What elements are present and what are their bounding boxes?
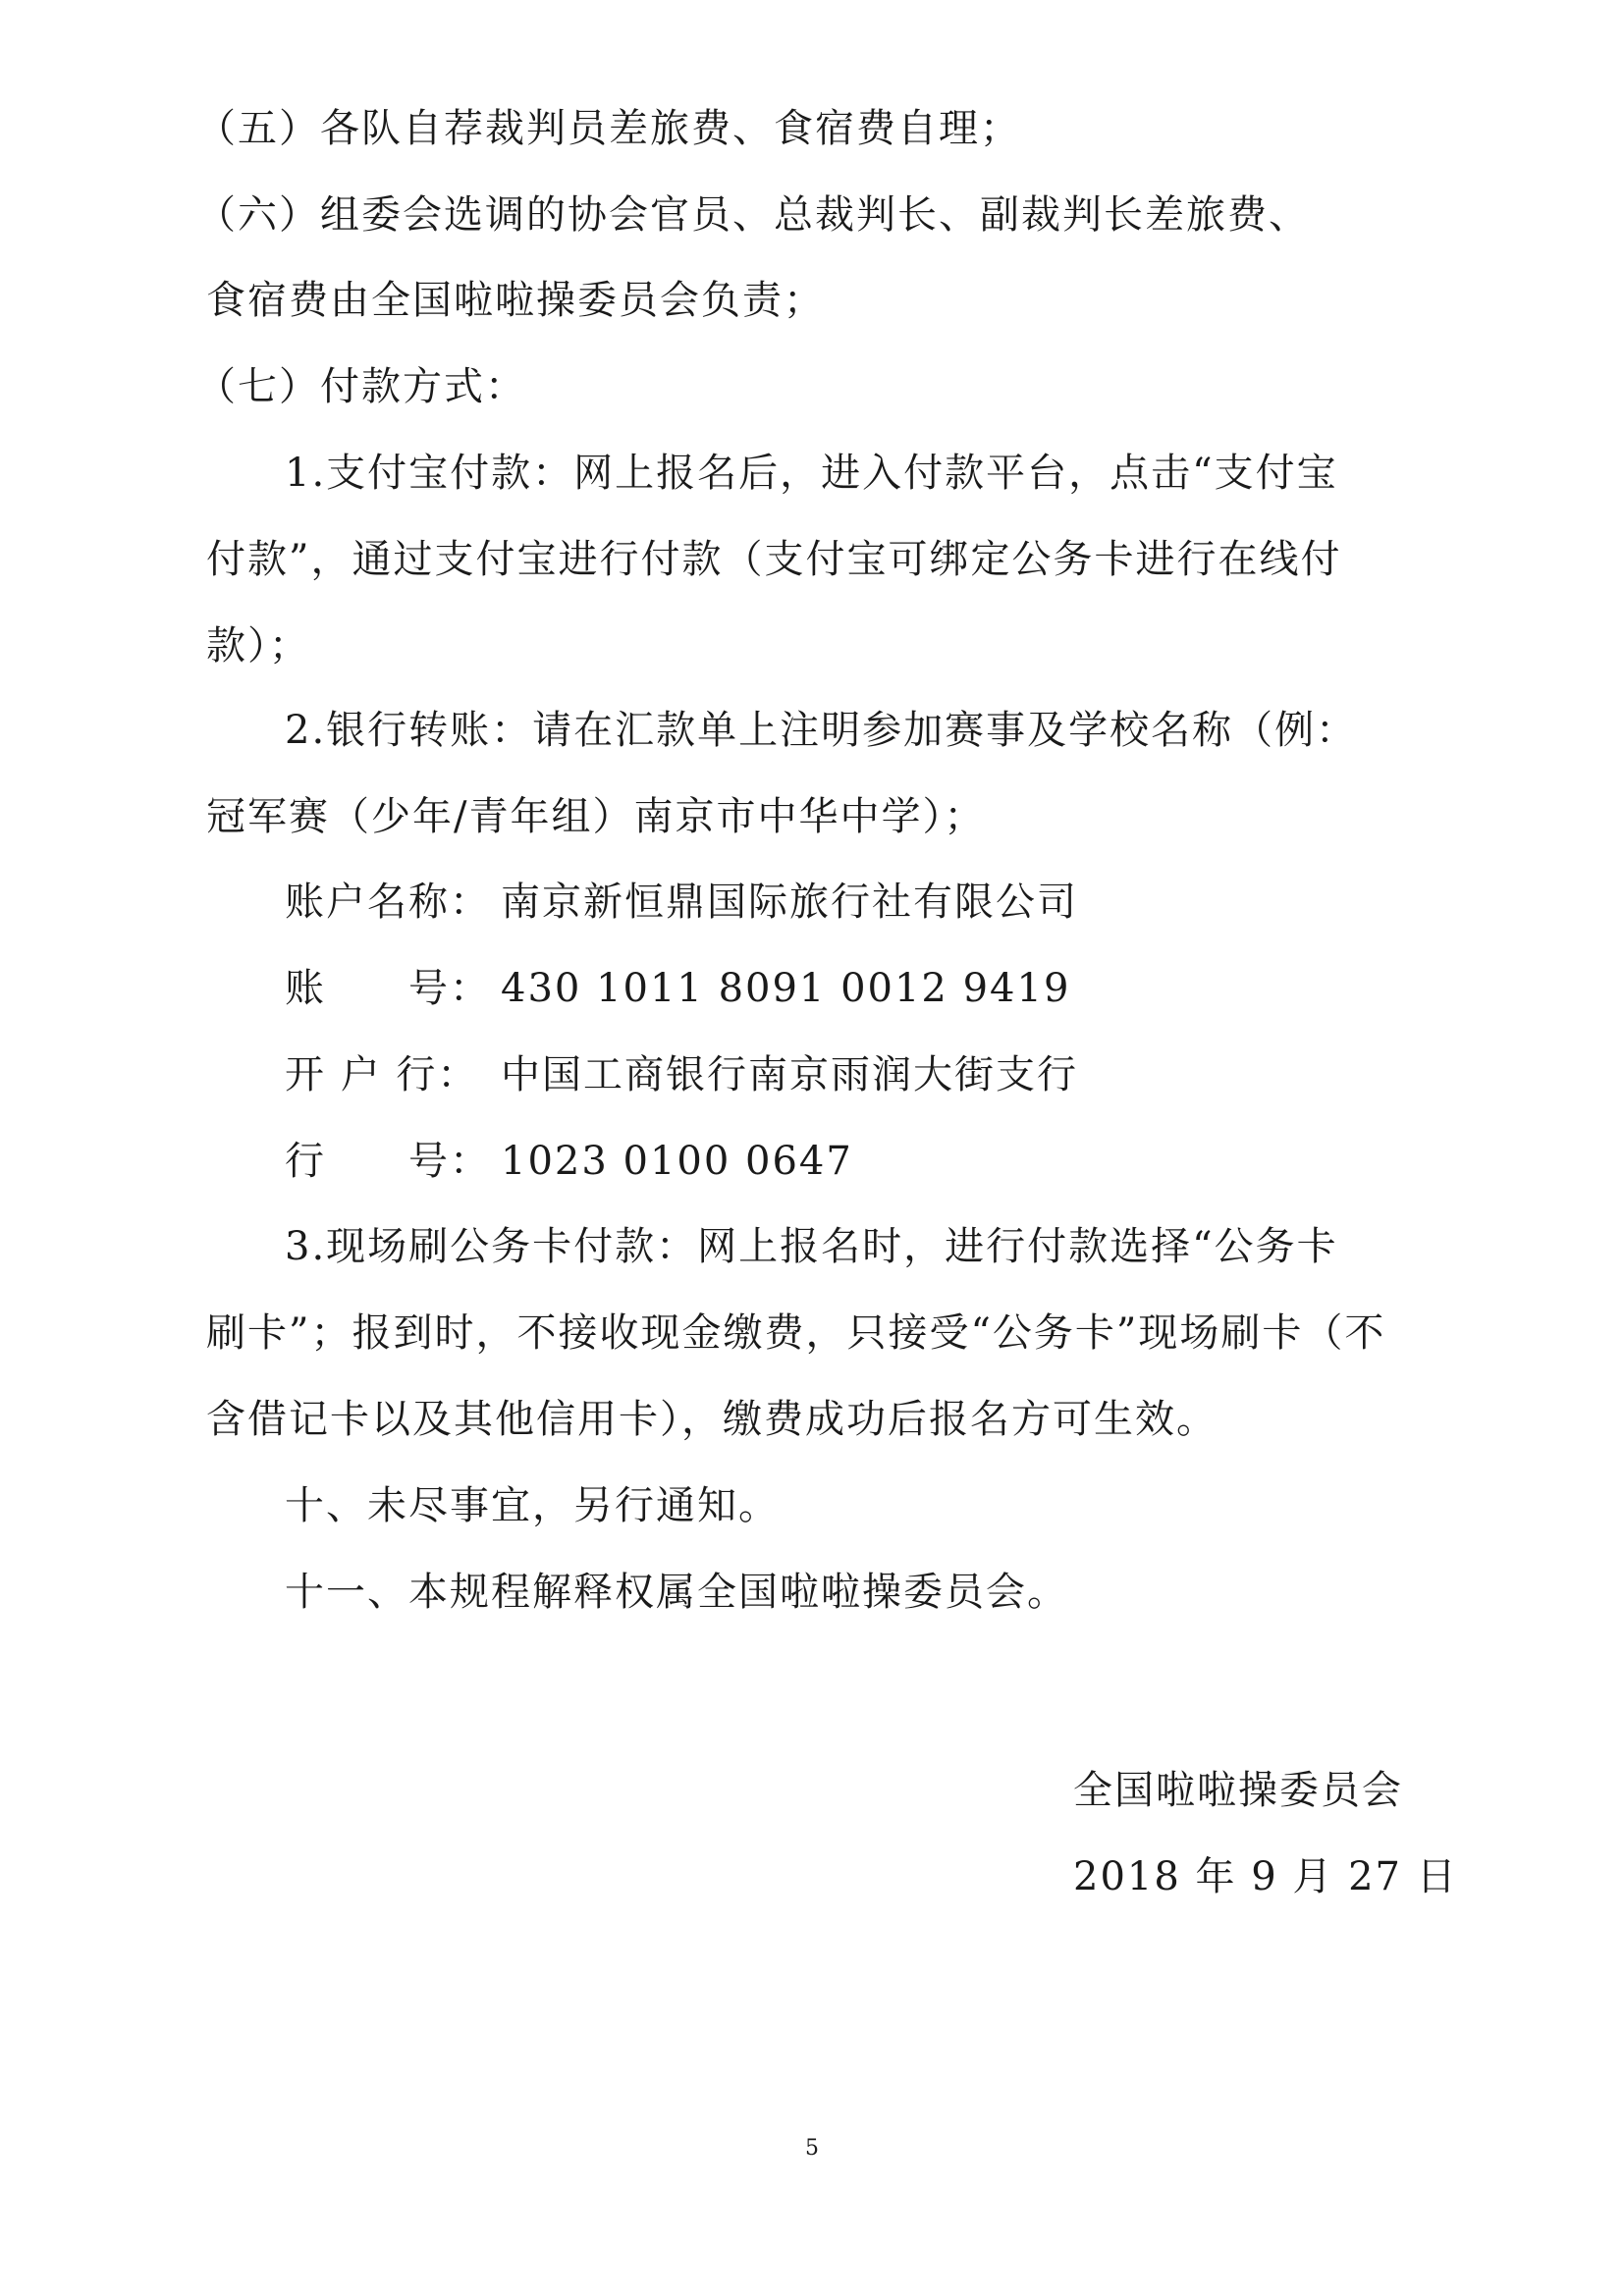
- signature-date: 2018 年 9 月 27 日: [1073, 1854, 1458, 1899]
- account-number-value: 430 1011 8091 0012 9419: [501, 966, 1071, 1011]
- bank-value: 中国工商银行南京雨润大街支行: [501, 1052, 1078, 1097]
- account-number-row: [285, 965, 1070, 1012]
- paragraph-line: （六）组委会选调的协会官员、总裁判长、副裁判长差旅费、: [196, 192, 1310, 238]
- paragraph-line: 食宿费由全国啦啦操委员会负责；: [206, 278, 825, 323]
- paragraph-line: 含借记卡以及其他信用卡），缴费成功后报名方可生效。: [206, 1397, 1218, 1442]
- account-name-row: [285, 879, 1078, 926]
- account-name-value: 南京新恒鼎国际旅行社有限公司: [501, 880, 1078, 925]
- paragraph-line: 付款”，通过支付宝进行付款（支付宝可绑定公务卡进行在线付: [206, 537, 1342, 582]
- paragraph-line: 3.现场刷公务卡付款：网上报名时，进行付款选择“公务卡: [285, 1224, 1338, 1269]
- bank-code-value: 1023 0100 0647: [501, 1139, 853, 1184]
- bank-label: 开 户 行：: [285, 1052, 479, 1097]
- paragraph-line: 十、未尽事宜，另行通知。: [285, 1483, 780, 1528]
- signature-organization: 全国啦啦操委员会: [1073, 1768, 1403, 1813]
- paragraph-line: （七）付款方式：: [196, 364, 526, 409]
- paragraph-line: 冠军赛（少年/青年组）南京市中华中学）；: [206, 794, 986, 839]
- paragraph-line: 1.支付宝付款：网上报名后，进入付款平台，点击“支付宝: [285, 451, 1338, 496]
- paragraph-line: 十一、本规程解释权属全国啦啦操委员会。: [285, 1570, 1068, 1615]
- bank-code-label: 行 号：: [285, 1139, 491, 1184]
- bank-code-row: [285, 1138, 853, 1185]
- account-name-label: 账户名称：: [285, 880, 491, 925]
- paragraph-line: （五）各队自荐裁判员差旅费、食宿费自理；: [196, 106, 1021, 151]
- paragraph-line: 刷卡”；报到时，不接收现金缴费，只接受“公务卡”现场刷卡（不: [206, 1310, 1386, 1356]
- account-number-label: 账 号：: [285, 966, 491, 1011]
- paragraph-line: 款）；: [206, 623, 310, 668]
- bank-row: [285, 1051, 1078, 1098]
- page-number: 5: [805, 2136, 819, 2161]
- paragraph-line: 2.银行转账：请在汇款单上注明参加赛事及学校名称（例：: [285, 708, 1358, 753]
